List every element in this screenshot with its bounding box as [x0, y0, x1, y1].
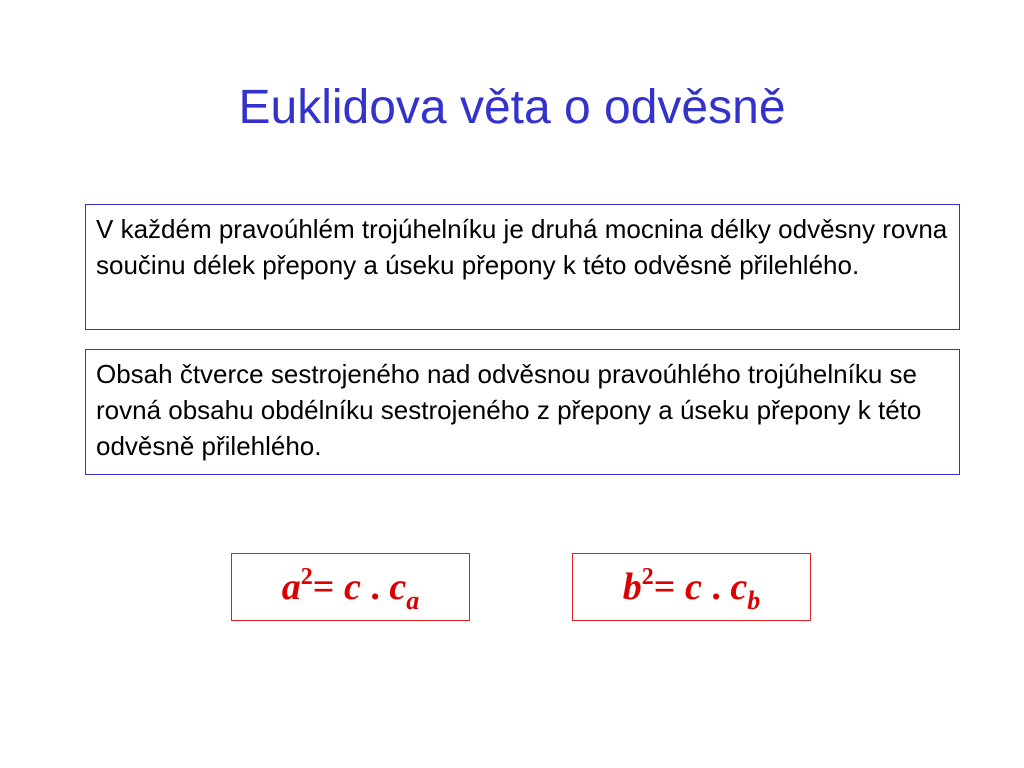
- formula-a: [231, 553, 470, 621]
- formula-a-cvar: c: [389, 566, 407, 608]
- formula-b-dot: .: [711, 566, 721, 608]
- formula-a-dot: .: [370, 566, 380, 608]
- formula-a-exponent: 2: [300, 564, 313, 590]
- formula-b-c: c: [684, 566, 702, 608]
- formula-b-lhs: b: [622, 566, 642, 608]
- formula-a-subscript: a: [406, 586, 420, 615]
- formula-a-lhs: a: [281, 566, 301, 608]
- formula-b-exponent: 2: [641, 564, 654, 590]
- formula-b-subscript: b: [747, 586, 761, 615]
- formula-a-c: c: [343, 566, 361, 608]
- formula-b: [572, 553, 811, 621]
- formula-a-equals: =: [312, 566, 335, 608]
- formula-b-equals: =: [653, 566, 676, 608]
- theorem-area-box: Obsah čtverce sestrojeného nad odvěsnou pravoúhlého trojúhelníku se rovná obsahu obdélníku sestrojeného z přepony a úseku přepony k této odvěsně přilehlého.: [85, 349, 960, 475]
- slide-title: Euklidova věta o odvěsně: [238, 81, 786, 134]
- formula-b-cvar: c: [730, 566, 748, 608]
- theorem-statement-box: V každém pravoúhlém trojúhelníku je druhá mocnina délky odvěsny rovna součinu délek přepony a úseku přepony k této odvěsně přilehlého.: [85, 204, 960, 330]
